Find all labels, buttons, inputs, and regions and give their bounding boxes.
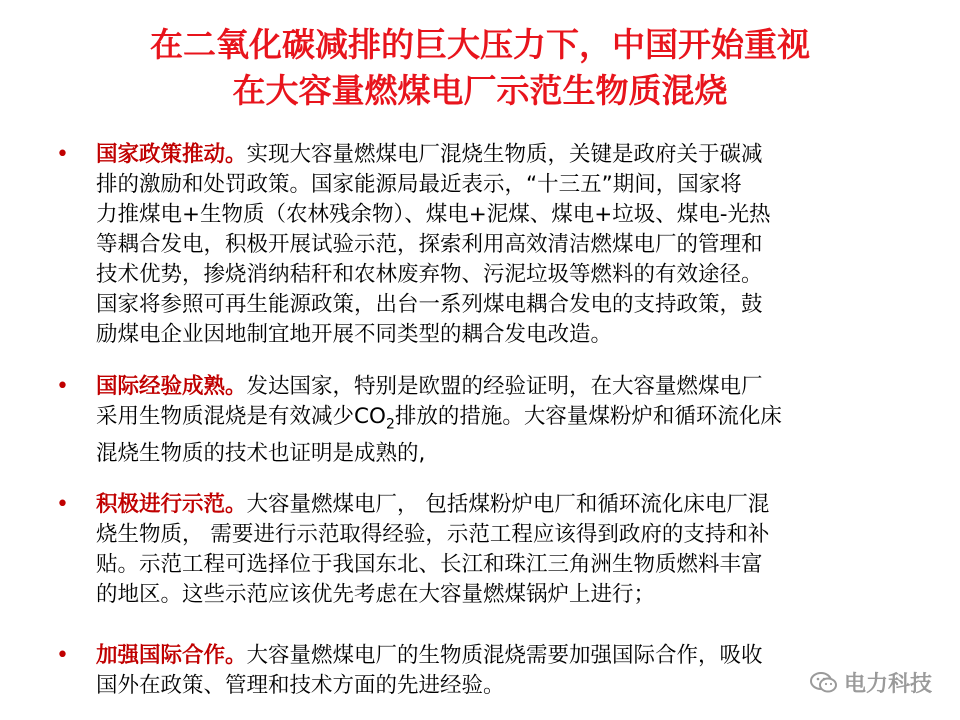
- bullet-line: 加强国际合作。大容量燃煤电厂的生物质混烧需要加强国际合作，吸收: [96, 643, 763, 668]
- bullet-demonstration: [56, 490, 769, 610]
- title-line-1: 在二氧化碳减排的巨大压力下，中国开始重视: [150, 25, 810, 64]
- bullet-line: 积极进行示范。大容量燃煤电厂， 包括煤粉炉电厂和循环流化床电厂混: [96, 492, 770, 517]
- watermark-text: 电力科技: [843, 672, 932, 697]
- bullet-line: 国家政策推动。实现大容量燃煤电厂混烧生物质，关键是政府关于碳减: [96, 142, 763, 167]
- bullet-line: 的地区。这些示范应该优先考虑在大容量燃煤锅炉上进行；: [96, 582, 656, 607]
- bullet-line: 贴。示范工程可选择位于我国东北、长江和珠江三角洲生物质燃料丰富: [96, 552, 763, 577]
- title-line-2: 在大容量燃煤电厂示范生物质混烧: [232, 71, 728, 110]
- bullet-cooperation: [56, 641, 763, 701]
- bullet-dot: •: [56, 374, 69, 399]
- subscript-2: 2: [385, 416, 395, 433]
- bullet-lead: 国家政策推动。: [96, 142, 247, 167]
- bullet-dot: •: [56, 142, 69, 167]
- bullet-line: 国际经验成熟。发达国家，特别是欧盟的经验证明，在大容量燃煤电厂: [96, 374, 763, 399]
- bullet-line: 励煤电企业因地制宜地开展不同类型的耦合发电改造。: [96, 322, 613, 347]
- bullet-dot: •: [56, 492, 69, 517]
- bullet-line: 技术优势，掺烧消纳秸秆和农林废弃物、污泥垃圾等燃料的有效途径。: [96, 262, 763, 287]
- bullet-line: 国外在政策、管理和技术方面的先进经验。: [96, 673, 505, 698]
- bullet-line: 国家将参照可再生能源政策，出台一系列煤电耦合发电的支持政策，鼓: [96, 292, 763, 317]
- bullet-line: 混烧生物质的技术也证明是成熟的,: [96, 441, 426, 467]
- bullet-line: 力推煤电+生物质（农林残余物）、煤电+泥煤、煤电+垃圾、煤电-光热: [96, 202, 771, 227]
- bullet-dot: •: [56, 643, 69, 668]
- bullet-experience: [56, 372, 782, 469]
- bullet-line: 采用生物质混烧是有效减少$CO_2$排放的措施。大容量煤粉炉和循环流化床: [96, 404, 782, 433]
- bullet-line: 等耦合发电，积极开展试验示范，探索利用高效清洁燃煤电厂的管理和: [96, 232, 763, 257]
- wechat-icon: [810, 671, 838, 695]
- bullet-lead: 加强国际合作。: [96, 643, 247, 668]
- watermark: [810, 667, 932, 698]
- bullet-line: 烧生物质， 需要进行示范取得经验，示范工程应该得到政府的支持和补: [96, 522, 770, 547]
- bullet-policy: [56, 140, 771, 350]
- bullet-lead: 国际经验成熟。: [96, 374, 247, 399]
- bullet-lead: 积极进行示范。: [96, 492, 247, 517]
- bullet-line: 排的激励和处罚政策。国家能源局最近表示，“十三五”期间，国家将: [96, 172, 742, 197]
- slide-title: [0, 22, 960, 114]
